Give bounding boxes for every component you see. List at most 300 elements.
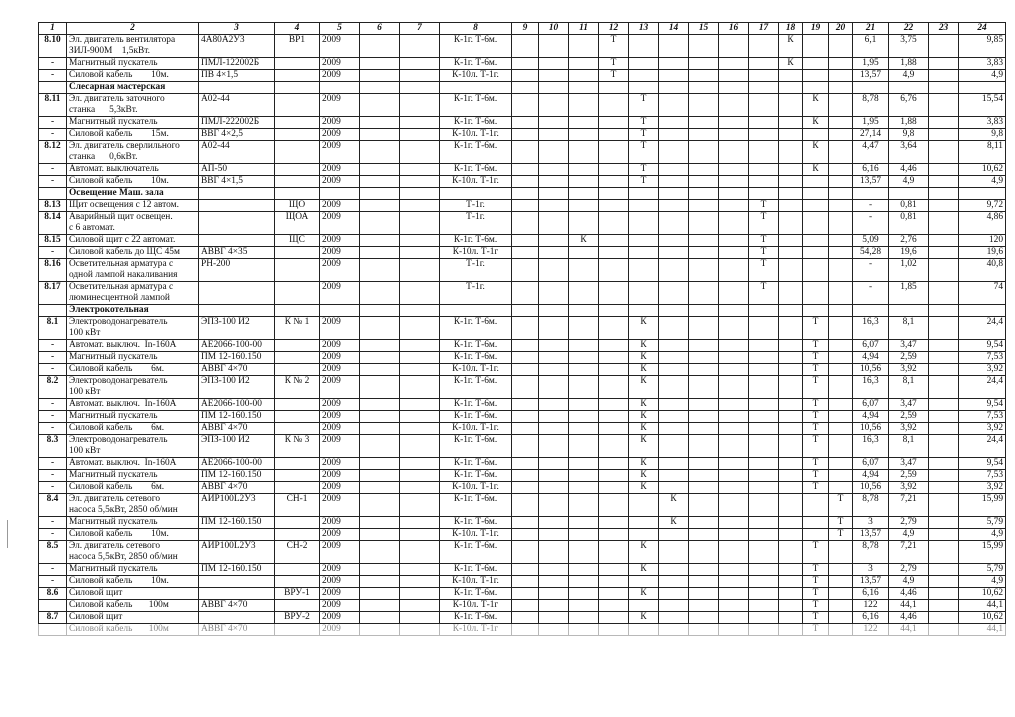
month-mark-cell	[829, 282, 853, 305]
month-mark-cell	[829, 541, 853, 564]
month-mark-cell	[512, 35, 539, 58]
month-mark-cell	[512, 317, 539, 340]
table-row	[39, 376, 1006, 399]
table-cell	[400, 588, 440, 600]
equipment-tag-cell: К № 2	[275, 376, 320, 399]
equipment-name-cell: Силовой кабель 10м.	[67, 576, 199, 588]
table-cell	[400, 423, 440, 435]
month-mark-cell	[599, 612, 629, 624]
month-mark-cell	[719, 317, 749, 340]
table-row	[39, 35, 1006, 58]
table-cell	[400, 435, 440, 458]
equipment-tag-cell	[275, 411, 320, 423]
month-mark-cell	[719, 282, 749, 305]
value-cell	[929, 541, 959, 564]
month-mark-cell: Т	[803, 576, 829, 588]
month-mark-cell	[803, 70, 829, 82]
month-mark-cell	[719, 435, 749, 458]
table-cell	[829, 305, 853, 317]
month-mark-cell	[829, 411, 853, 423]
month-mark-cell	[803, 517, 829, 529]
month-mark-cell	[779, 564, 803, 576]
month-mark-cell: Т	[803, 423, 829, 435]
table-row	[39, 458, 1006, 470]
month-mark-cell: Т	[749, 212, 779, 235]
table-cell	[360, 82, 400, 94]
table-cell	[360, 58, 400, 70]
month-mark-cell	[779, 529, 803, 541]
equipment-tag-cell: ВР1	[275, 35, 320, 58]
table-cell	[659, 188, 689, 200]
month-mark-cell	[779, 517, 803, 529]
value-cell: 13,57	[853, 529, 889, 541]
month-mark-cell	[689, 458, 719, 470]
month-mark-cell	[539, 317, 569, 340]
month-mark-cell	[539, 176, 569, 188]
equipment-tag-cell	[275, 282, 320, 305]
month-mark-cell	[689, 435, 719, 458]
total-cell: 9,54	[959, 340, 1006, 352]
column-number-cell: 8	[440, 23, 512, 35]
month-mark-cell	[803, 282, 829, 305]
value-cell: 3,75	[889, 35, 929, 58]
month-mark-cell	[749, 612, 779, 624]
month-mark-cell	[779, 458, 803, 470]
value-cell: 3,92	[889, 364, 929, 376]
month-mark-cell	[569, 624, 599, 636]
value-cell	[929, 376, 959, 399]
value-cell: 54,28	[853, 247, 889, 259]
month-mark-cell	[599, 117, 629, 129]
table-cell	[512, 188, 539, 200]
value-cell	[929, 624, 959, 636]
section-row	[39, 305, 1006, 317]
table-cell	[400, 612, 440, 624]
month-mark-cell: К	[629, 541, 659, 564]
total-cell: 3,83	[959, 58, 1006, 70]
month-mark-cell	[749, 423, 779, 435]
month-mark-cell: Т	[803, 482, 829, 494]
month-mark-cell	[689, 212, 719, 235]
table-row	[39, 482, 1006, 494]
month-mark-cell	[629, 624, 659, 636]
year-cell: 2009	[320, 176, 360, 188]
value-cell: 8,1	[889, 435, 929, 458]
table-cell	[853, 188, 889, 200]
equipment-tag-cell	[275, 624, 320, 636]
month-mark-cell	[749, 576, 779, 588]
total-cell: 4,9	[959, 176, 1006, 188]
month-mark-cell	[829, 564, 853, 576]
month-mark-cell	[779, 423, 803, 435]
equipment-tag-cell	[275, 600, 320, 612]
value-cell	[929, 340, 959, 352]
equipment-tag-cell: ВРУ-2	[275, 612, 320, 624]
month-mark-cell	[599, 435, 629, 458]
month-mark-cell	[512, 612, 539, 624]
month-mark-cell	[599, 564, 629, 576]
month-mark-cell	[689, 612, 719, 624]
month-mark-cell	[512, 164, 539, 176]
equipment-name-cell: Магнитный пускатель	[67, 517, 199, 529]
month-mark-cell	[803, 58, 829, 70]
table-cell	[360, 176, 400, 188]
column-number-cell: 22	[889, 23, 929, 35]
column-number-cell: 17	[749, 23, 779, 35]
table-cell	[275, 82, 320, 94]
month-mark-cell	[829, 164, 853, 176]
value-cell	[929, 117, 959, 129]
value-cell: -	[853, 200, 889, 212]
column-number-cell: 9	[512, 23, 539, 35]
month-mark-cell	[569, 141, 599, 164]
month-mark-cell	[512, 129, 539, 141]
month-mark-cell	[779, 70, 803, 82]
item-number-cell: -	[39, 364, 67, 376]
value-cell: 13,57	[853, 176, 889, 188]
table-cell	[360, 482, 400, 494]
table-cell	[400, 494, 440, 517]
table-row	[39, 235, 1006, 247]
month-mark-cell	[779, 282, 803, 305]
year-cell: 2009	[320, 458, 360, 470]
equipment-tag-cell	[275, 482, 320, 494]
equipment-tag-cell	[275, 458, 320, 470]
equipment-type-cell	[199, 235, 275, 247]
month-mark-cell	[829, 247, 853, 259]
month-mark-cell	[719, 94, 749, 117]
total-cell: 9,54	[959, 458, 1006, 470]
month-mark-cell	[659, 482, 689, 494]
month-mark-cell	[829, 212, 853, 235]
table-cell	[360, 494, 400, 517]
month-mark-cell: Т	[829, 517, 853, 529]
table-cell	[629, 82, 659, 94]
maintenance-interval-cell: К-10л. Т-1г.	[440, 176, 512, 188]
table-row	[39, 411, 1006, 423]
month-mark-cell	[719, 600, 749, 612]
table-cell	[360, 35, 400, 58]
table-cell	[400, 305, 440, 317]
month-mark-cell	[512, 588, 539, 600]
month-mark-cell	[599, 317, 629, 340]
table-row	[39, 70, 1006, 82]
month-mark-cell	[512, 70, 539, 82]
month-mark-cell	[689, 364, 719, 376]
month-mark-cell	[689, 470, 719, 482]
year-cell: 2009	[320, 235, 360, 247]
month-mark-cell	[599, 235, 629, 247]
month-mark-cell	[539, 588, 569, 600]
equipment-type-cell	[199, 529, 275, 541]
table-row	[39, 282, 1006, 305]
scan-edge-mark	[7, 520, 8, 548]
column-number-cell: 1	[39, 23, 67, 35]
equipment-name-cell: Автомат. выключатель	[67, 164, 199, 176]
table-row	[39, 600, 1006, 612]
month-mark-cell	[803, 235, 829, 247]
value-cell	[929, 176, 959, 188]
table-cell	[400, 376, 440, 399]
total-cell: 120	[959, 235, 1006, 247]
column-number-cell: 19	[803, 23, 829, 35]
month-mark-cell: Т	[629, 164, 659, 176]
month-mark-cell	[829, 458, 853, 470]
month-mark-cell	[569, 317, 599, 340]
month-mark-cell	[749, 470, 779, 482]
month-mark-cell	[829, 435, 853, 458]
month-mark-cell	[629, 517, 659, 529]
month-mark-cell	[719, 576, 749, 588]
item-number-cell: 8.12	[39, 141, 67, 164]
table-cell	[360, 411, 400, 423]
month-mark-cell	[779, 200, 803, 212]
equipment-type-cell: ЭПЗ-100 И2	[199, 435, 275, 458]
month-mark-cell	[539, 117, 569, 129]
month-mark-cell	[599, 458, 629, 470]
month-mark-cell	[719, 259, 749, 282]
table-cell	[779, 305, 803, 317]
equipment-type-cell: АВВГ 4×70	[199, 482, 275, 494]
table-row	[39, 541, 1006, 564]
month-mark-cell: Т	[803, 600, 829, 612]
month-mark-cell: К	[659, 494, 689, 517]
table-cell	[853, 305, 889, 317]
maintenance-interval-cell: К-1г. Т-6м.	[440, 435, 512, 458]
month-mark-cell	[779, 435, 803, 458]
month-mark-cell	[749, 352, 779, 364]
month-mark-cell	[569, 94, 599, 117]
maintenance-interval-cell: К-1г. Т-6м.	[440, 376, 512, 399]
year-cell: 2009	[320, 423, 360, 435]
month-mark-cell	[719, 129, 749, 141]
month-mark-cell	[803, 529, 829, 541]
equipment-name-cell: Силовой кабель до ЩС 45м	[67, 247, 199, 259]
month-mark-cell	[569, 70, 599, 82]
month-mark-cell: Т	[803, 458, 829, 470]
month-mark-cell	[569, 340, 599, 352]
month-mark-cell	[599, 200, 629, 212]
month-mark-cell	[749, 117, 779, 129]
table-cell	[400, 600, 440, 612]
value-cell: 0,81	[889, 212, 929, 235]
month-mark-cell	[539, 340, 569, 352]
table-cell	[400, 247, 440, 259]
table-cell	[400, 117, 440, 129]
maintenance-interval-cell: К-1г. Т-6м.	[440, 317, 512, 340]
equipment-name-cell: Автомат. выключ. In-160А	[67, 458, 199, 470]
equipment-name-cell: Магнитный пускатель	[67, 411, 199, 423]
month-mark-cell	[689, 129, 719, 141]
month-mark-cell: К	[629, 588, 659, 600]
table-cell	[749, 82, 779, 94]
value-cell: 4,9	[889, 529, 929, 541]
month-mark-cell	[569, 164, 599, 176]
table-cell	[400, 482, 440, 494]
table-cell	[360, 576, 400, 588]
month-mark-cell	[749, 494, 779, 517]
value-cell: 122	[853, 624, 889, 636]
table-row	[39, 435, 1006, 458]
table-row	[39, 470, 1006, 482]
value-cell	[929, 212, 959, 235]
month-mark-cell	[719, 423, 749, 435]
value-cell: 4,94	[853, 352, 889, 364]
month-mark-cell	[599, 470, 629, 482]
maintenance-interval-cell: К-1г. Т-6м.	[440, 117, 512, 129]
month-mark-cell	[803, 35, 829, 58]
month-mark-cell	[569, 129, 599, 141]
month-mark-cell	[749, 529, 779, 541]
month-mark-cell	[689, 423, 719, 435]
month-mark-cell	[719, 212, 749, 235]
month-mark-cell	[779, 247, 803, 259]
table-row	[39, 247, 1006, 259]
value-cell	[929, 352, 959, 364]
item-number-cell: 8.6	[39, 588, 67, 600]
value-cell: 4,46	[889, 164, 929, 176]
equipment-tag-cell: СН-1	[275, 494, 320, 517]
month-mark-cell: Т	[629, 129, 659, 141]
month-mark-cell	[629, 494, 659, 517]
table-cell	[889, 305, 929, 317]
maintenance-interval-cell: Т-1г.	[440, 282, 512, 305]
maintenance-interval-cell: К-10л. Т-1г.	[440, 482, 512, 494]
table-cell	[400, 212, 440, 235]
value-cell: 1,95	[853, 117, 889, 129]
month-mark-cell	[689, 141, 719, 164]
month-mark-cell	[749, 58, 779, 70]
table-cell	[360, 588, 400, 600]
table-cell	[360, 141, 400, 164]
value-cell: 4,94	[853, 470, 889, 482]
section-row	[39, 188, 1006, 200]
month-mark-cell	[512, 435, 539, 458]
item-number-cell: 8.11	[39, 94, 67, 117]
year-cell: 2009	[320, 117, 360, 129]
month-mark-cell	[719, 624, 749, 636]
month-mark-cell	[719, 164, 749, 176]
month-mark-cell	[539, 541, 569, 564]
item-number-cell: -	[39, 576, 67, 588]
equipment-type-cell	[199, 588, 275, 600]
month-mark-cell	[599, 247, 629, 259]
month-mark-cell	[829, 588, 853, 600]
table-cell	[889, 188, 929, 200]
month-mark-cell	[659, 364, 689, 376]
equipment-type-cell: ВВГ 4×1,5	[199, 176, 275, 188]
month-mark-cell	[599, 340, 629, 352]
month-mark-cell	[689, 259, 719, 282]
equipment-tag-cell	[275, 529, 320, 541]
month-mark-cell	[599, 494, 629, 517]
equipment-type-cell: ПМ 12-160.150	[199, 470, 275, 482]
month-mark-cell	[539, 259, 569, 282]
month-mark-cell	[659, 164, 689, 176]
month-mark-cell	[779, 541, 803, 564]
month-mark-cell	[779, 352, 803, 364]
month-mark-cell	[829, 235, 853, 247]
value-cell	[929, 129, 959, 141]
year-cell: 2009	[320, 470, 360, 482]
table-cell	[719, 305, 749, 317]
month-mark-cell	[539, 423, 569, 435]
value-cell: 9,8	[889, 129, 929, 141]
year-cell: 2009	[320, 141, 360, 164]
equipment-tag-cell	[275, 247, 320, 259]
total-cell: 4,9	[959, 576, 1006, 588]
equipment-name-cell: Электроводонагреватель 100 кВт	[67, 317, 199, 340]
total-cell: 4,86	[959, 212, 1006, 235]
month-mark-cell	[599, 399, 629, 411]
table-cell	[360, 470, 400, 482]
item-number-cell: 8.1	[39, 317, 67, 340]
month-mark-cell	[629, 282, 659, 305]
month-mark-cell: Т	[803, 340, 829, 352]
value-cell: 10,56	[853, 482, 889, 494]
month-mark-cell	[599, 164, 629, 176]
month-mark-cell	[719, 517, 749, 529]
total-cell: 4,9	[959, 70, 1006, 82]
month-mark-cell: Т	[803, 399, 829, 411]
equipment-tag-cell	[275, 117, 320, 129]
month-mark-cell	[719, 117, 749, 129]
month-mark-cell	[719, 612, 749, 624]
total-cell: 24,4	[959, 317, 1006, 340]
table-cell	[360, 564, 400, 576]
equipment-name-cell: Электроводонагреватель 100 кВт	[67, 435, 199, 458]
month-mark-cell	[512, 494, 539, 517]
total-cell: 15,54	[959, 94, 1006, 117]
month-mark-cell	[512, 376, 539, 399]
month-mark-cell	[719, 70, 749, 82]
month-mark-cell	[749, 70, 779, 82]
month-mark-cell	[659, 317, 689, 340]
month-mark-cell	[749, 517, 779, 529]
month-mark-cell	[829, 624, 853, 636]
month-mark-cell	[689, 482, 719, 494]
table-cell	[360, 624, 400, 636]
month-mark-cell	[689, 164, 719, 176]
value-cell: 5,09	[853, 235, 889, 247]
month-mark-cell	[659, 564, 689, 576]
section-row	[39, 82, 1006, 94]
table-cell	[929, 82, 959, 94]
table-cell	[629, 188, 659, 200]
table-cell	[929, 305, 959, 317]
item-number-cell	[39, 600, 67, 612]
value-cell: 16,3	[853, 435, 889, 458]
equipment-tag-cell	[275, 58, 320, 70]
month-mark-cell: К	[569, 235, 599, 247]
month-mark-cell	[599, 517, 629, 529]
month-mark-cell	[779, 494, 803, 517]
table-row	[39, 317, 1006, 340]
year-cell: 2009	[320, 164, 360, 176]
month-mark-cell	[512, 259, 539, 282]
total-cell: 9,72	[959, 200, 1006, 212]
month-mark-cell: Т	[803, 364, 829, 376]
month-mark-cell	[659, 458, 689, 470]
month-mark-cell	[599, 212, 629, 235]
month-mark-cell	[659, 352, 689, 364]
table-cell	[689, 305, 719, 317]
table-cell	[829, 82, 853, 94]
column-number-cell: 2	[67, 23, 199, 35]
maintenance-interval-cell: К-10л. Т-1г.	[440, 364, 512, 376]
equipment-name-cell: Силовой кабель 6м.	[67, 482, 199, 494]
month-mark-cell	[629, 212, 659, 235]
